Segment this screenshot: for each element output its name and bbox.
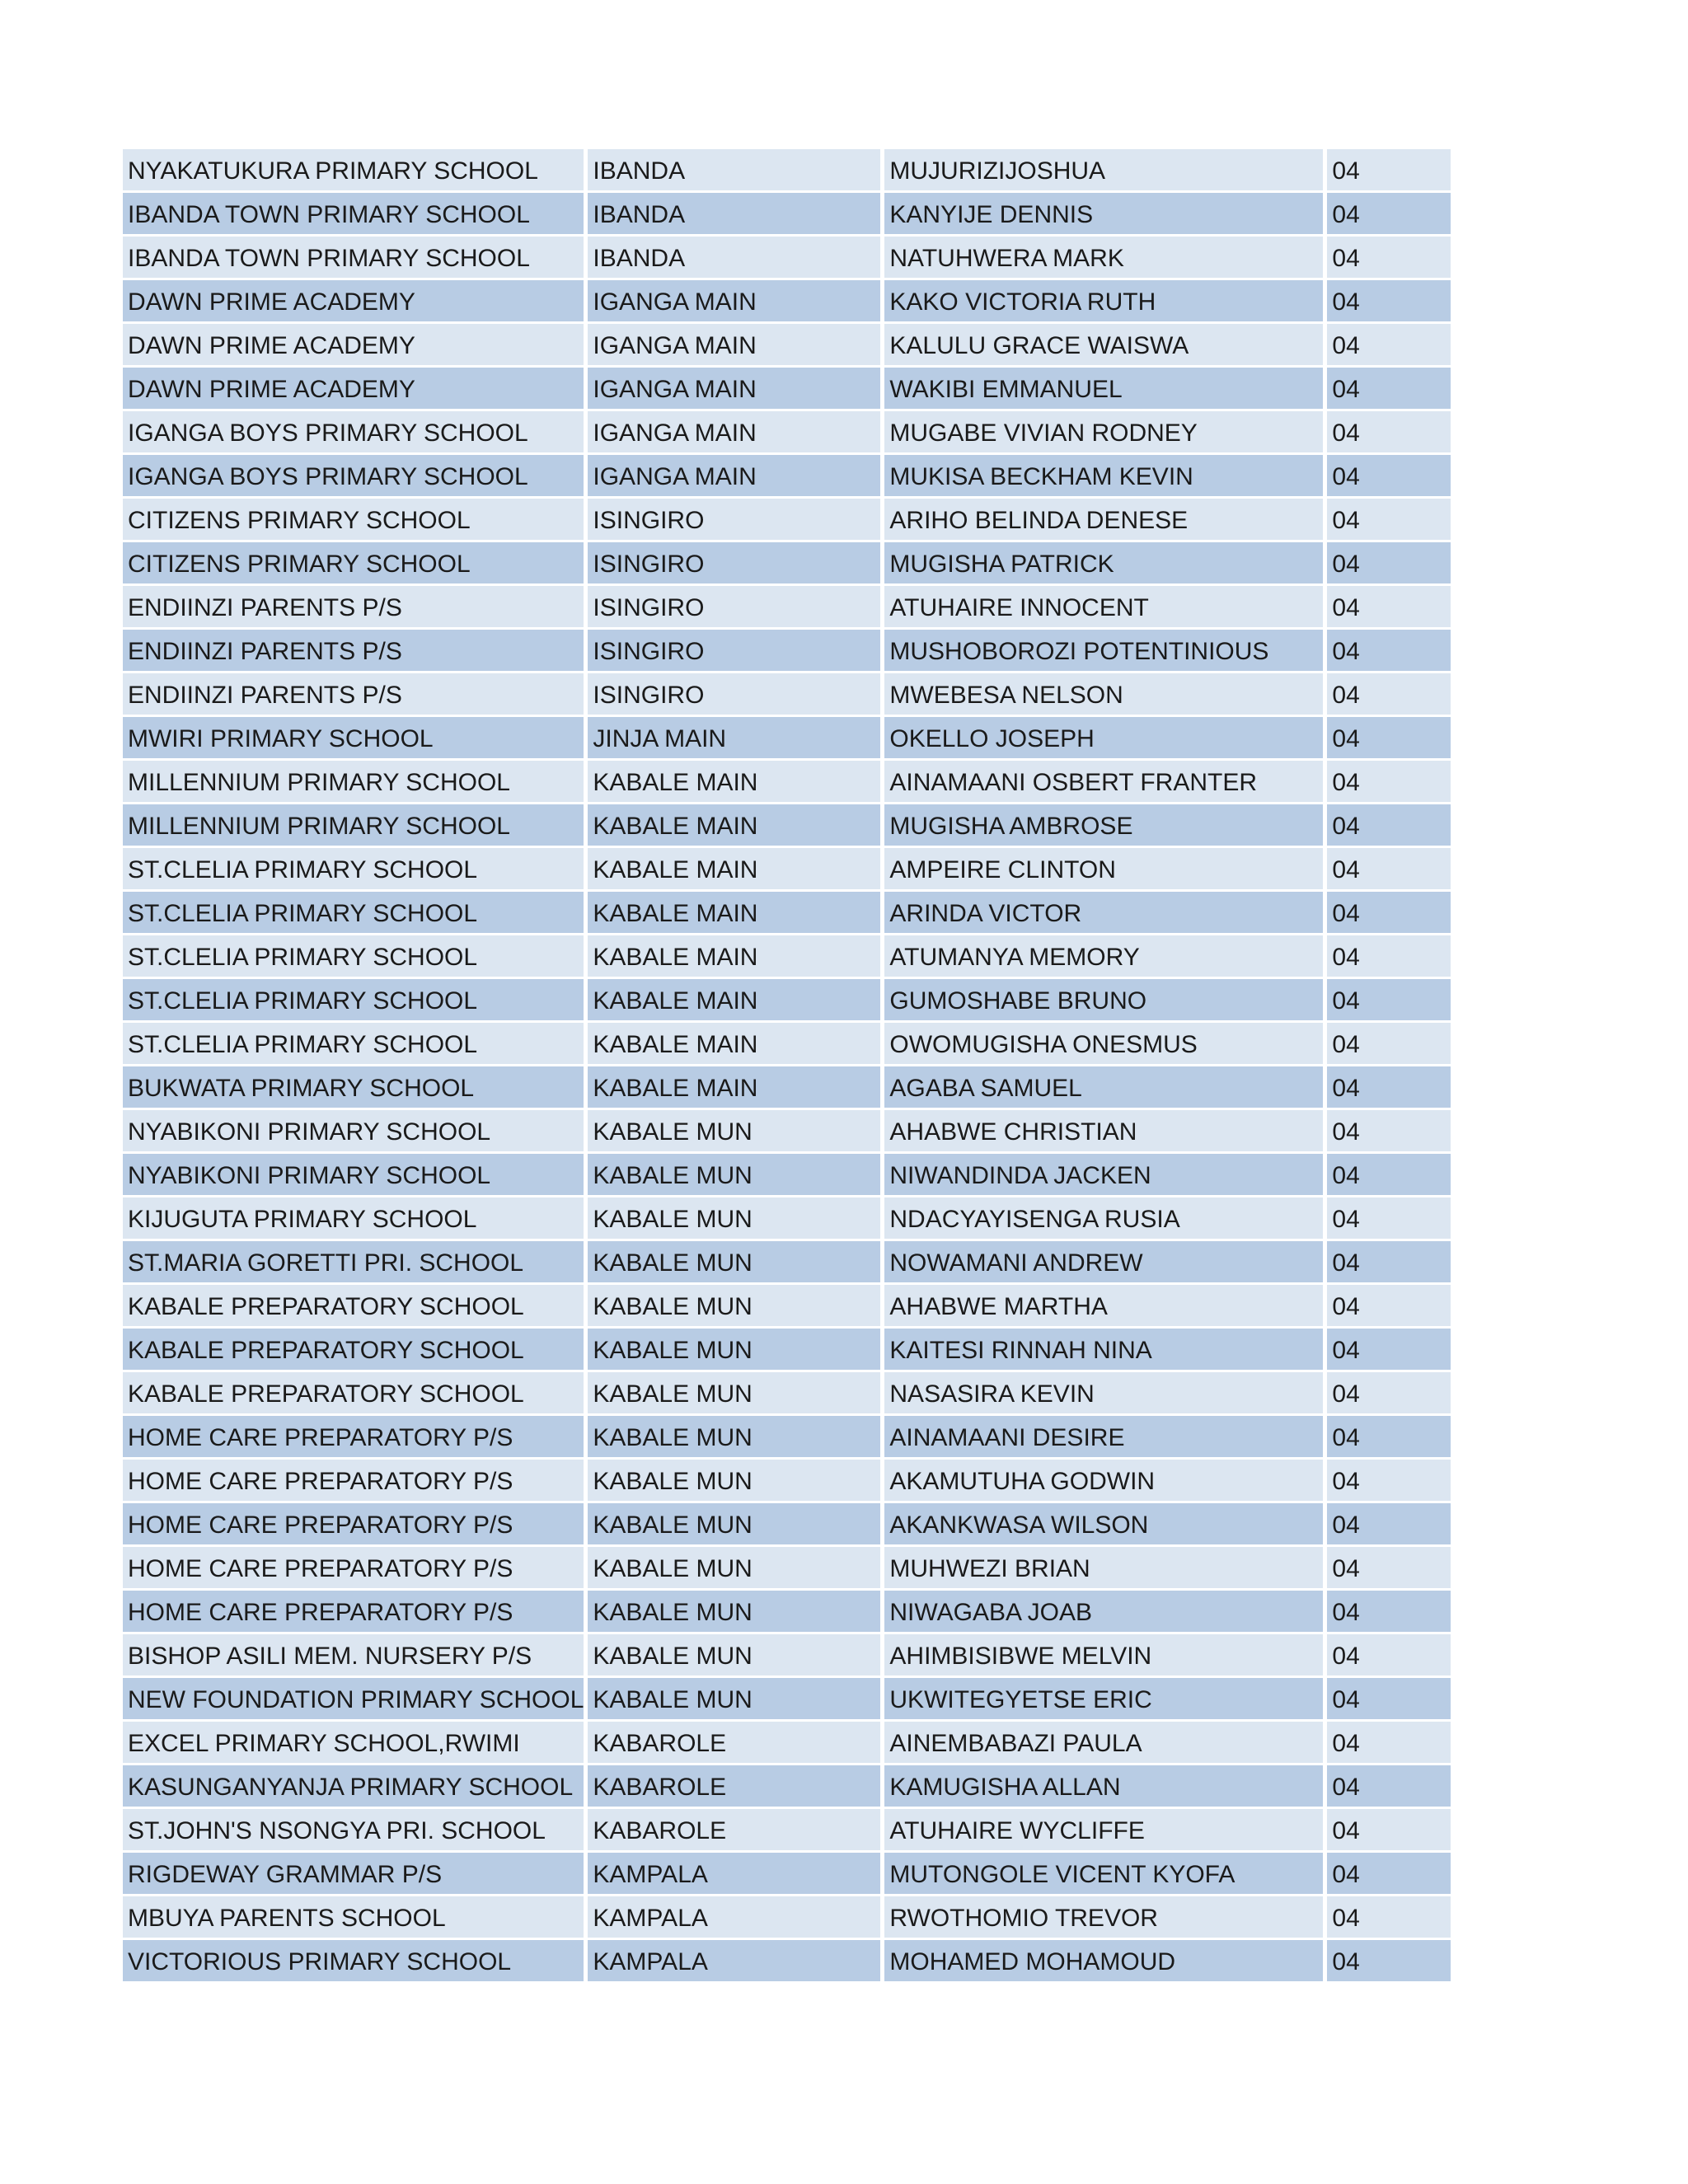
name-cell: NATUHWERA MARK [884, 237, 1323, 280]
grade-cell: 04 [1327, 193, 1451, 237]
district-cell: KABAROLE [588, 1809, 880, 1853]
school-cell: IGANGA BOYS PRIMARY SCHOOL [123, 411, 584, 455]
school-cell: NYAKATUKURA PRIMARY SCHOOL [123, 149, 584, 193]
grade-cell: 04 [1327, 1285, 1451, 1329]
district-cell: KABALE MAIN [588, 848, 880, 892]
district-cell: KABALE MAIN [588, 804, 880, 848]
table-row [123, 149, 1451, 193]
school-cell: ST.CLELIA PRIMARY SCHOOL [123, 848, 584, 892]
school-cell: KASUNGANYANJA PRIMARY SCHOOL [123, 1765, 584, 1809]
table-row [123, 499, 1451, 542]
table-row [123, 1197, 1451, 1241]
grade-cell: 04 [1327, 1503, 1451, 1547]
grade-cell: 04 [1327, 586, 1451, 630]
name-cell: KAITESI RINNAH NINA [884, 1329, 1323, 1372]
school-cell: DAWN PRIME ACADEMY [123, 324, 584, 368]
grade-cell: 04 [1327, 848, 1451, 892]
table-row [123, 1460, 1451, 1503]
name-cell: NIWAGABA JOAB [884, 1591, 1323, 1634]
school-cell: ST.CLELIA PRIMARY SCHOOL [123, 935, 584, 979]
district-cell: IBANDA [588, 149, 880, 193]
district-cell: KAMPALA [588, 1896, 880, 1940]
district-cell: KABAROLE [588, 1765, 880, 1809]
table-row [123, 979, 1451, 1023]
district-cell: KABALE MUN [588, 1547, 880, 1591]
school-cell: DAWN PRIME ACADEMY [123, 280, 584, 324]
table-row [123, 193, 1451, 237]
name-cell: ATUMANYA MEMORY [884, 935, 1323, 979]
grade-cell: 04 [1327, 411, 1451, 455]
district-cell: KABALE MUN [588, 1460, 880, 1503]
school-cell: HOME CARE PREPARATORY P/S [123, 1547, 584, 1591]
district-cell: KABALE MUN [588, 1197, 880, 1241]
grade-cell: 04 [1327, 1940, 1451, 1984]
school-cell: ST.CLELIA PRIMARY SCHOOL [123, 979, 584, 1023]
grade-cell: 04 [1327, 761, 1451, 804]
district-cell: IBANDA [588, 237, 880, 280]
name-cell: MUGISHA AMBROSE [884, 804, 1323, 848]
grade-cell: 04 [1327, 324, 1451, 368]
name-cell: KALULU GRACE WAISWA [884, 324, 1323, 368]
grade-cell: 04 [1327, 892, 1451, 935]
school-cell: HOME CARE PREPARATORY P/S [123, 1416, 584, 1460]
district-cell: ISINGIRO [588, 586, 880, 630]
district-cell: KAMPALA [588, 1853, 880, 1896]
name-cell: MUHWEZI BRIAN [884, 1547, 1323, 1591]
grade-cell: 04 [1327, 673, 1451, 717]
name-cell: ATUHAIRE WYCLIFFE [884, 1809, 1323, 1853]
grade-cell: 04 [1327, 1547, 1451, 1591]
name-cell: AHIMBISIBWE MELVIN [884, 1634, 1323, 1678]
school-cell: HOME CARE PREPARATORY P/S [123, 1460, 584, 1503]
table-row [123, 1896, 1451, 1940]
name-cell: ARIHO BELINDA DENESE [884, 499, 1323, 542]
grade-cell: 04 [1327, 1066, 1451, 1110]
grade-cell: 04 [1327, 979, 1451, 1023]
school-cell: ENDIINZI PARENTS P/S [123, 586, 584, 630]
district-cell: KABALE MAIN [588, 935, 880, 979]
grade-cell: 04 [1327, 1765, 1451, 1809]
name-cell: MUGISHA PATRICK [884, 542, 1323, 586]
name-cell: MOHAMED MOHAMOUD [884, 1940, 1323, 1984]
grade-cell: 04 [1327, 1896, 1451, 1940]
grade-cell: 04 [1327, 1853, 1451, 1896]
school-cell: DAWN PRIME ACADEMY [123, 368, 584, 411]
grade-cell: 04 [1327, 1809, 1451, 1853]
table-row [123, 368, 1451, 411]
table-row [123, 848, 1451, 892]
table-row [123, 761, 1451, 804]
district-cell: KABALE MAIN [588, 761, 880, 804]
school-cell: MILLENNIUM PRIMARY SCHOOL [123, 804, 584, 848]
table-row [123, 1066, 1451, 1110]
school-cell: NYABIKONI PRIMARY SCHOOL [123, 1154, 584, 1197]
school-cell: ST.JOHN'S NSONGYA PRI. SCHOOL [123, 1809, 584, 1853]
district-cell: KABALE MAIN [588, 1066, 880, 1110]
name-cell: KAKO VICTORIA RUTH [884, 280, 1323, 324]
name-cell: AINAMAANI OSBERT FRANTER [884, 761, 1323, 804]
district-cell: KABALE MUN [588, 1634, 880, 1678]
district-cell: JINJA MAIN [588, 717, 880, 761]
table-row [123, 1416, 1451, 1460]
grade-cell: 04 [1327, 935, 1451, 979]
district-cell: KABALE MUN [588, 1241, 880, 1285]
district-cell: KABALE MUN [588, 1110, 880, 1154]
grade-cell: 04 [1327, 280, 1451, 324]
name-cell: AKANKWASA WILSON [884, 1503, 1323, 1547]
grade-cell: 04 [1327, 1023, 1451, 1066]
table-row [123, 1241, 1451, 1285]
school-cell: MILLENNIUM PRIMARY SCHOOL [123, 761, 584, 804]
table-row [123, 1285, 1451, 1329]
district-cell: IGANGA MAIN [588, 280, 880, 324]
district-cell: KABALE MAIN [588, 892, 880, 935]
table-row [123, 1547, 1451, 1591]
name-cell: AHABWE MARTHA [884, 1285, 1323, 1329]
name-cell: MWEBESA NELSON [884, 673, 1323, 717]
table-row [123, 630, 1451, 673]
school-cell: KABALE PREPARATORY SCHOOL [123, 1372, 584, 1416]
grade-cell: 04 [1327, 630, 1451, 673]
table-row [123, 542, 1451, 586]
name-cell: WAKIBI EMMANUEL [884, 368, 1323, 411]
table-row [123, 1765, 1451, 1809]
table-row [123, 1372, 1451, 1416]
table-row [123, 1678, 1451, 1722]
district-cell: KABALE MUN [588, 1591, 880, 1634]
table-row [123, 586, 1451, 630]
name-cell: RWOTHOMIO TREVOR [884, 1896, 1323, 1940]
grade-cell: 04 [1327, 804, 1451, 848]
grade-cell: 04 [1327, 1154, 1451, 1197]
district-cell: KABALE MUN [588, 1285, 880, 1329]
name-cell: MUKISA BECKHAM KEVIN [884, 455, 1323, 499]
school-cell: MBUYA PARENTS SCHOOL [123, 1896, 584, 1940]
school-cell: ST.MARIA GORETTI PRI. SCHOOL [123, 1241, 584, 1285]
grade-cell: 04 [1327, 1460, 1451, 1503]
name-cell: NASASIRA KEVIN [884, 1372, 1323, 1416]
grade-cell: 04 [1327, 1722, 1451, 1765]
name-cell: KANYIJE DENNIS [884, 193, 1323, 237]
school-cell: RIGDEWAY GRAMMAR P/S [123, 1853, 584, 1896]
district-cell: KABALE MUN [588, 1329, 880, 1372]
table-row [123, 1023, 1451, 1066]
name-cell: OKELLO JOSEPH [884, 717, 1323, 761]
name-cell: ARINDA VICTOR [884, 892, 1323, 935]
school-cell: IBANDA TOWN PRIMARY SCHOOL [123, 193, 584, 237]
district-cell: KABALE MUN [588, 1154, 880, 1197]
school-cell: ENDIINZI PARENTS P/S [123, 630, 584, 673]
school-cell: VICTORIOUS PRIMARY SCHOOL [123, 1940, 584, 1984]
district-cell: IGANGA MAIN [588, 324, 880, 368]
grade-cell: 04 [1327, 1329, 1451, 1372]
school-cell: HOME CARE PREPARATORY P/S [123, 1503, 584, 1547]
grade-cell: 04 [1327, 1372, 1451, 1416]
table-row [123, 1110, 1451, 1154]
grade-cell: 04 [1327, 368, 1451, 411]
grade-cell: 04 [1327, 1591, 1451, 1634]
name-cell: MUSHOBOROZI POTENTINIOUS [884, 630, 1323, 673]
table-row [123, 1329, 1451, 1372]
name-cell: AKAMUTUHA GODWIN [884, 1460, 1323, 1503]
name-cell: AHABWE CHRISTIAN [884, 1110, 1323, 1154]
school-cell: BUKWATA PRIMARY SCHOOL [123, 1066, 584, 1110]
table-row [123, 1809, 1451, 1853]
table-row [123, 935, 1451, 979]
grade-cell: 04 [1327, 455, 1451, 499]
table-row [123, 1591, 1451, 1634]
name-cell: KAMUGISHA ALLAN [884, 1765, 1323, 1809]
district-cell: KABAROLE [588, 1722, 880, 1765]
grade-cell: 04 [1327, 1634, 1451, 1678]
name-cell: MUTONGOLE VICENT KYOFA [884, 1853, 1323, 1896]
grade-cell: 04 [1327, 1197, 1451, 1241]
district-cell: KABALE MUN [588, 1678, 880, 1722]
district-cell: KABALE MUN [588, 1503, 880, 1547]
table-row [123, 1634, 1451, 1678]
district-cell: ISINGIRO [588, 499, 880, 542]
grade-cell: 04 [1327, 542, 1451, 586]
district-cell: KABALE MUN [588, 1416, 880, 1460]
roster-body [123, 149, 1451, 1984]
name-cell: UKWITEGYETSE ERIC [884, 1678, 1323, 1722]
school-cell: ST.CLELIA PRIMARY SCHOOL [123, 1023, 584, 1066]
grade-cell: 04 [1327, 499, 1451, 542]
district-cell: IBANDA [588, 193, 880, 237]
grade-cell: 04 [1327, 237, 1451, 280]
district-cell: IGANGA MAIN [588, 411, 880, 455]
table-row [123, 280, 1451, 324]
grade-cell: 04 [1327, 1678, 1451, 1722]
table-row [123, 804, 1451, 848]
table-row [123, 411, 1451, 455]
table-row [123, 455, 1451, 499]
name-cell: MUJURIZIJOSHUA [884, 149, 1323, 193]
school-cell: NEW FOUNDATION PRIMARY SCHOOL [123, 1678, 584, 1722]
table-row [123, 324, 1451, 368]
district-cell: KABALE MAIN [588, 979, 880, 1023]
grade-cell: 04 [1327, 717, 1451, 761]
district-cell: IGANGA MAIN [588, 455, 880, 499]
name-cell: AINAMAANI DESIRE [884, 1416, 1323, 1460]
table-row [123, 1503, 1451, 1547]
name-cell: NDACYAYISENGA RUSIA [884, 1197, 1323, 1241]
name-cell: NIWANDINDA JACKEN [884, 1154, 1323, 1197]
name-cell: GUMOSHABE BRUNO [884, 979, 1323, 1023]
school-cell: KABALE PREPARATORY SCHOOL [123, 1329, 584, 1372]
student-roster-table [119, 149, 1455, 1984]
name-cell: NOWAMANI ANDREW [884, 1241, 1323, 1285]
name-cell: MUGABE VIVIAN RODNEY [884, 411, 1323, 455]
school-cell: ST.CLELIA PRIMARY SCHOOL [123, 892, 584, 935]
name-cell: AINEMBABAZI PAULA [884, 1722, 1323, 1765]
grade-cell: 04 [1327, 1416, 1451, 1460]
school-cell: HOME CARE PREPARATORY P/S [123, 1591, 584, 1634]
district-cell: KABALE MUN [588, 1372, 880, 1416]
school-cell: NYABIKONI PRIMARY SCHOOL [123, 1110, 584, 1154]
table-row [123, 237, 1451, 280]
school-cell: CITIZENS PRIMARY SCHOOL [123, 499, 584, 542]
table-row [123, 1722, 1451, 1765]
school-cell: IGANGA BOYS PRIMARY SCHOOL [123, 455, 584, 499]
name-cell: OWOMUGISHA ONESMUS [884, 1023, 1323, 1066]
district-cell: KABALE MAIN [588, 1023, 880, 1066]
grade-cell: 04 [1327, 1241, 1451, 1285]
grade-cell: 04 [1327, 149, 1451, 193]
school-cell: IBANDA TOWN PRIMARY SCHOOL [123, 237, 584, 280]
table-row [123, 1940, 1451, 1984]
district-cell: ISINGIRO [588, 542, 880, 586]
table-row [123, 673, 1451, 717]
district-cell: ISINGIRO [588, 673, 880, 717]
school-cell: ENDIINZI PARENTS P/S [123, 673, 584, 717]
table-row [123, 1853, 1451, 1896]
district-cell: IGANGA MAIN [588, 368, 880, 411]
table-row [123, 1154, 1451, 1197]
table-row [123, 717, 1451, 761]
school-cell: KIJUGUTA PRIMARY SCHOOL [123, 1197, 584, 1241]
school-cell: CITIZENS PRIMARY SCHOOL [123, 542, 584, 586]
name-cell: AGABA SAMUEL [884, 1066, 1323, 1110]
table-row [123, 892, 1451, 935]
school-cell: EXCEL PRIMARY SCHOOL,RWIMI [123, 1722, 584, 1765]
district-cell: KAMPALA [588, 1940, 880, 1984]
district-cell: ISINGIRO [588, 630, 880, 673]
name-cell: ATUHAIRE INNOCENT [884, 586, 1323, 630]
school-cell: BISHOP ASILI MEM. NURSERY P/S [123, 1634, 584, 1678]
school-cell: MWIRI PRIMARY SCHOOL [123, 717, 584, 761]
grade-cell: 04 [1327, 1110, 1451, 1154]
name-cell: AMPEIRE CLINTON [884, 848, 1323, 892]
school-cell: KABALE PREPARATORY SCHOOL [123, 1285, 584, 1329]
